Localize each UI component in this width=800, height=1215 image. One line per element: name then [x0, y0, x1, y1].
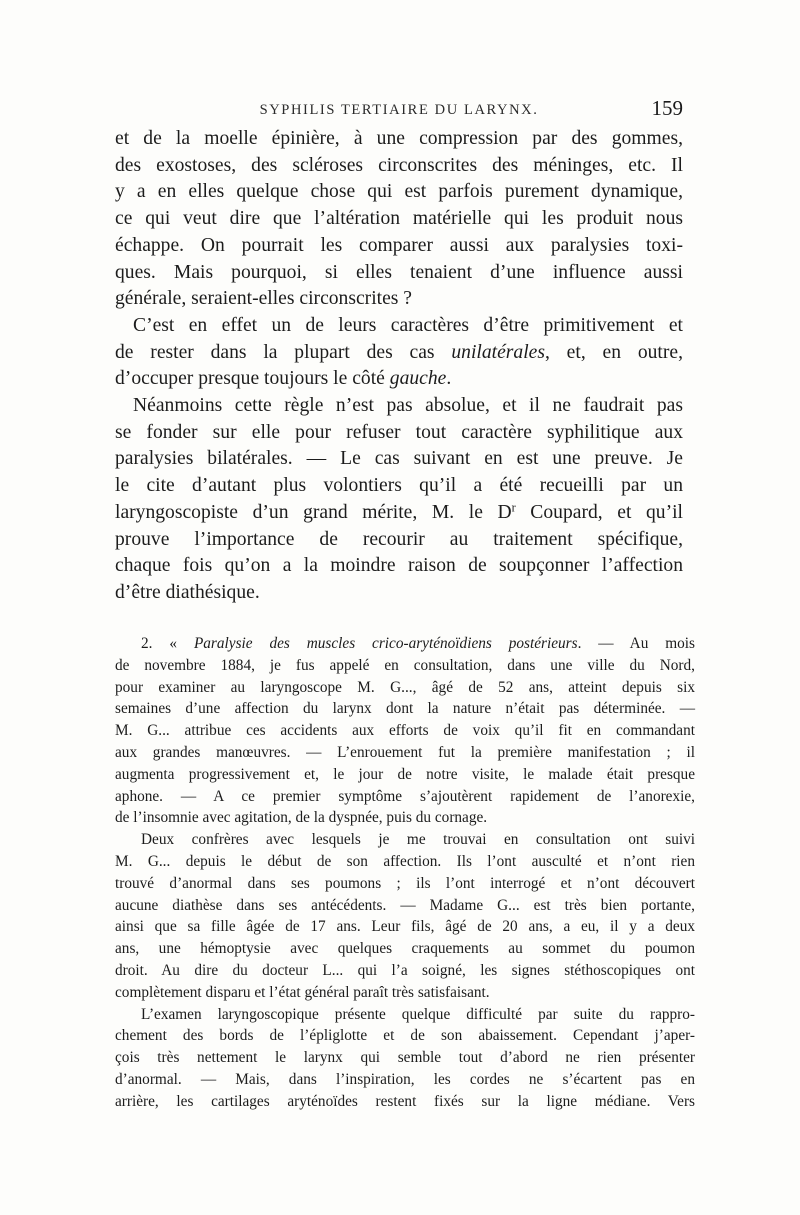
text-line: paralysies bilatérales. — Le cas suivant en est une preuve. Je	[115, 448, 683, 470]
text-line	[115, 500, 683, 527]
running-head	[115, 96, 683, 130]
text-segment: de rester dans la plupart des cas	[115, 341, 452, 363]
case-number: 2.	[141, 635, 153, 652]
text-line: des exostoses, des scléroses circonscrites des méninges, etc. Il	[115, 154, 683, 176]
note-line: de novembre 1884, je fus appelé en consultation, dans une ville du Nord,	[115, 656, 695, 674]
note-line: çois très nettement le larynx qui semble tout d’abord ne rien présenter	[115, 1049, 695, 1067]
text-line: chaque fois qu’on a la moindre raison de soupçonner l’affection	[115, 555, 683, 577]
note-heading-line	[115, 633, 695, 655]
note-line: arrière, les cartilages aryténoïdes restent fixés sur la ligne médiane. Vers	[115, 1092, 695, 1110]
text-line: le cite d’autant plus volontiers qu’il a été recueilli par un	[115, 475, 683, 497]
text-line: ques. Mais pourquoi, si elles tenaient d’une influence aussi	[115, 261, 683, 283]
text-line: y a en elles quelque chose qui est parfois purement dynamique,	[115, 181, 683, 203]
note-line: L’examen laryngoscopique présente quelque difficulté par suite du rappro-	[141, 1005, 695, 1023]
text-line	[115, 366, 683, 393]
text-segment: laryngoscopiste d’un grand mérite, M. le D	[115, 501, 512, 523]
note-paragraph-3	[115, 1004, 695, 1113]
italic-term: gauche	[389, 368, 447, 390]
superscript: r	[511, 500, 516, 515]
text-line: C’est en effet un de leurs caractères d’être primitivement et	[133, 314, 683, 336]
note-line: pour examiner au laryngoscope M. G..., âgé de 52 ans, atteint depuis six	[115, 678, 695, 696]
text-line: générale, seraient-elles circonscrites ?	[115, 288, 413, 310]
note-line: droit. Au dire du docteur L... qui l’a soigné, les signes stéthoscopiques ont	[115, 961, 695, 979]
quote-mark: «	[169, 635, 194, 652]
text-segment: d’occuper presque toujours le côté	[115, 368, 390, 390]
note-line: complètement disparu et l’état général paraît très satisfaisant.	[115, 983, 490, 1001]
note-line: augmenta progressivement et, le jour de notre visite, le malade était presque	[115, 765, 695, 783]
text-segment: Au mois	[629, 635, 695, 652]
note-line: Deux confrères avec lesquels je me trouvai en consultation ont suivi	[141, 831, 695, 849]
text-segment: .	[446, 368, 452, 390]
paragraph-3	[115, 393, 683, 607]
note-line: M. G... attribue ces accidents aux efforts de voix qu’il fit en commandant	[115, 722, 695, 740]
text-line: d’être diathésique.	[115, 581, 260, 603]
italic-term: unilatérales	[451, 341, 545, 363]
note-line: aphone. — A ce premier symptôme s’ajoutèrent rapidement de l’anorexie,	[115, 787, 695, 805]
text-segment: Coupard, et qu’il	[515, 501, 683, 523]
note-line: de l’insomnie avec agitation, de la dyspnée, puis du cornage.	[115, 809, 488, 827]
note-line: semaines d’une affection du larynx dont la nature n’était pas déterminée. —	[115, 700, 695, 718]
text-line	[115, 340, 683, 367]
note-paragraph-2	[115, 829, 695, 1003]
note-line: aucune diathèse dans ses antécédents. — Madame G... est très bien portante,	[115, 896, 695, 914]
case-title: Paralysie des muscles crico-aryténoïdiens postérieurs	[193, 635, 578, 652]
note-line: aux grandes manœuvres. — L’enrouement fut la première manifestation ; il	[115, 743, 695, 761]
paragraph-2	[115, 313, 683, 393]
text-segment: , et, en outre,	[544, 341, 683, 363]
text-line: ce qui veut dire que l’altération matérielle qui les produit nous	[115, 208, 683, 230]
text-line: et de la moelle épinière, à une compression par des gommes,	[115, 128, 683, 149]
note-line: trouvé d’anormal dans ses poumons ; ils l’ont interrogé et n’ont découvert	[115, 874, 695, 892]
note-line: d’anormal. — Mais, dans l’inspiration, les cordes ne s’écartent pas en	[115, 1070, 695, 1088]
case-note	[115, 633, 695, 1113]
text-line: Néanmoins cette règle n’est pas absolue, et il ne faudrait pas	[133, 395, 683, 417]
running-title: SYPHILIS TERTIAIRE DU LARYNX.	[259, 102, 539, 118]
text-line: prouve l’importance de recourir au traitement spécifique,	[115, 528, 683, 550]
note-line: chement des bords de l’épliglotte et de son abaissement. Cependant j’aper-	[115, 1027, 695, 1045]
text-line: échappe. On pourrait les comparer aussi aux paralysies toxi-	[115, 234, 683, 256]
text-line: se fonder sur elle pour refuser tout caractère syphilitique aux	[115, 421, 683, 443]
page-number: 159	[651, 96, 683, 120]
note-paragraph-1	[115, 633, 695, 829]
text-segment: . —	[577, 635, 630, 652]
note-line: ainsi que sa fille âgée de 17 ans. Leur fils, âgé de 20 ans, a eu, il y a deux	[115, 918, 695, 936]
note-line: ans, une hémoptysie avec quelques craquements au sommet du poumon	[115, 940, 695, 958]
main-text	[115, 126, 683, 607]
note-line: M. G... depuis le début de son affection. Ils l’ont ausculté et n’ont rien	[115, 852, 695, 870]
paragraph-1	[115, 126, 683, 313]
